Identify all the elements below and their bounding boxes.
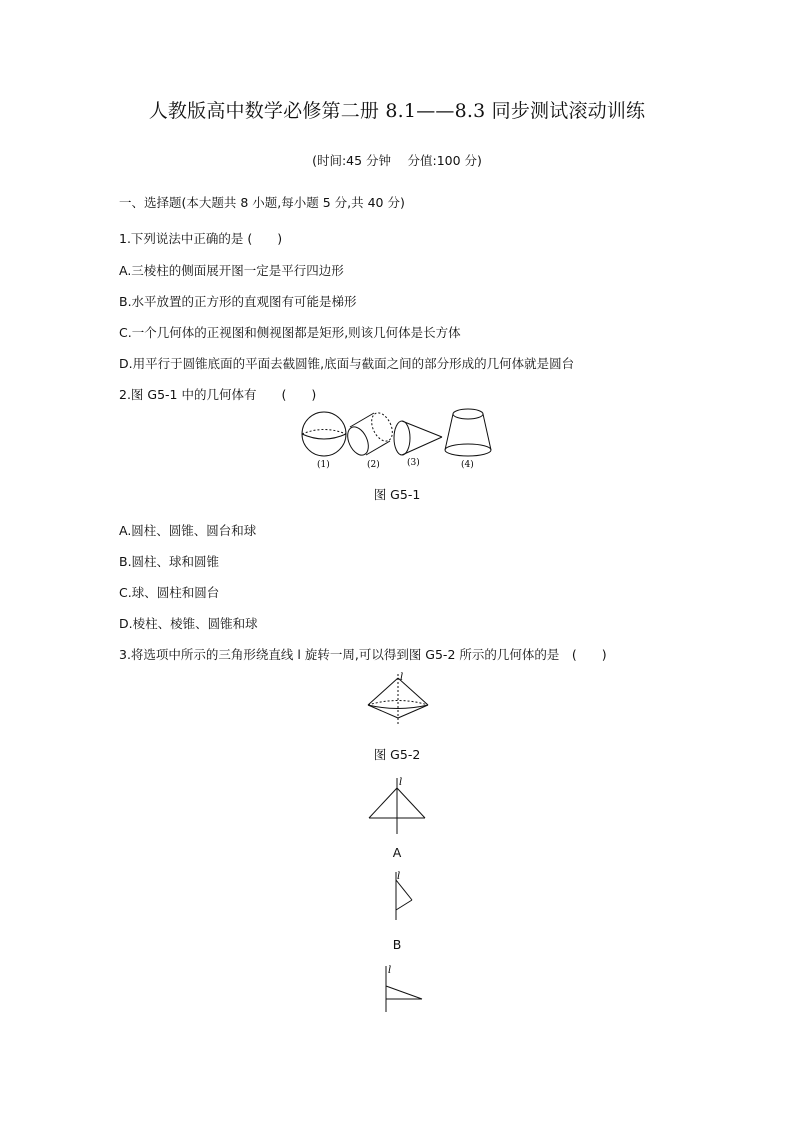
frustum-shape: [445, 409, 491, 456]
question-2-option-d: D.棱柱、棱锥、圆锥和球: [119, 616, 258, 631]
figure-label-1: (1): [317, 460, 330, 470]
question-2-option-c: C.球、圆柱和圆台: [119, 585, 220, 600]
cylinder-shape: [344, 410, 397, 459]
question-2-option-b: B.圆柱、球和圆锥: [119, 554, 220, 569]
section-heading: 一、选择题(本大题共 8 小题,每小题 5 分,共 40 分): [119, 195, 405, 210]
figure-g5-2: [362, 672, 434, 724]
option-a-figure: [366, 776, 428, 836]
axis-label-l: l: [388, 965, 392, 976]
figure-g5-1: [290, 405, 500, 475]
axis-label-l: l: [399, 777, 403, 788]
option-c-figure: [380, 964, 426, 1014]
question-1-option-d: D.用平行于圆锥底面的平面去截圆锥,底面与截面之间的部分形成的几何体就是圆台: [119, 356, 575, 371]
question-2-option-a: A.圆柱、圆锥、圆台和球: [119, 523, 257, 538]
figure-caption-g5-2: 图 G5-2: [373, 747, 421, 762]
cone-shape: [394, 421, 442, 455]
option-b-figure: [386, 870, 418, 922]
exam-info: (时间:45 分钟 分值:100 分): [312, 153, 482, 168]
question-2-stem: 2.图 G5-1 中的几何体有 ( ): [119, 387, 317, 402]
figure-caption-g5-1: 图 G5-1: [373, 487, 421, 502]
question-1-option-a: A.三棱柱的侧面展开图一定是平行四边形: [119, 263, 344, 278]
figure-label-4: (4): [461, 460, 474, 470]
axis-label-l: l: [400, 672, 404, 683]
option-b-label: B: [392, 937, 402, 952]
figure-label-2: (2): [367, 460, 380, 470]
document-title: 人教版高中数学必修第二册 8.1——8.3 同步测试滚动训练: [148, 100, 646, 122]
option-a-label: A: [392, 845, 402, 860]
axis-label-l: l: [397, 871, 401, 882]
question-1-option-b: B.水平放置的正方形的直观图有可能是梯形: [119, 294, 357, 309]
figure-label-3: (3): [407, 458, 420, 468]
question-3-stem: 3.将选项中所示的三角形绕直线 l 旋转一周,可以得到图 G5-2 所示的几何体的是 ( ): [119, 647, 607, 662]
question-1-stem: 1.下列说法中正确的是 ( ): [119, 231, 283, 246]
question-1-option-c: C.一个几何体的正视图和侧视图都是矩形,则该几何体是长方体: [119, 325, 461, 340]
sphere-shape: [302, 412, 346, 456]
